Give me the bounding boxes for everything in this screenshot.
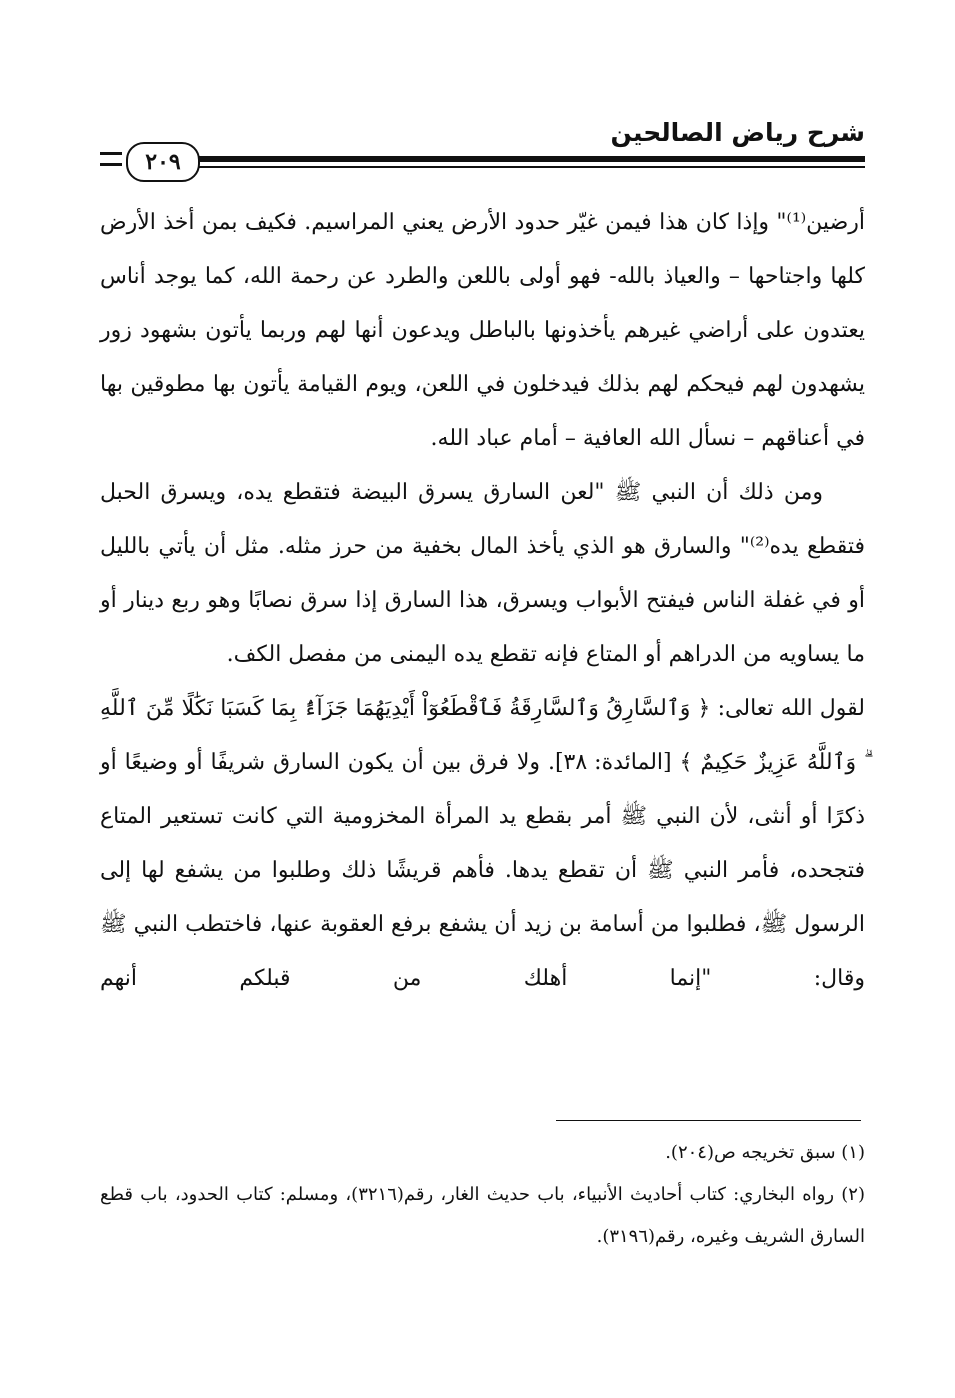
- paragraph-2: ومن ذلك أن النبي ﷺ "لعن السارق يسرق البيضة فتقطع يده، ويسرق الحبل فتقطع يده⁽²⁾" والسارق هو الذي يأخذ المال بخفية من حرز مثله. مثل أن يأتي بالليل أو في غفلة الناس فيفتح الأبواب ويسرق، هذا السارق إذا سرق نصابًا وهو ربع دينار أو ما يساويه من الدراهم أو المتاع فإنه تقطع يده اليمنى من مفصل الكف.: [100, 480, 865, 667]
- running-title: شرح رياض الصالحين: [610, 118, 865, 147]
- page-number-frame: [126, 142, 200, 182]
- header-ornament: [100, 152, 122, 166]
- paragraph-1: أرضين⁽¹⁾" وإذا كان هذا فيمن غيّر حدود الأرض يعني المراسيم. فكيف بمن أخذ الأرض كلها واجتاحها – والعياذ بالله- فهو أولى باللعن والطرد عن رحمة الله، كما يوجد أناس يعتدون على أراضي غيرهم يأخذونها بالباطل ويدعون أنها لهم وربما يأتون بشهود زور يشهدون لهم فيحكم لهم بذلك فيدخلون في اللعن، ويوم القيامة يأتون بها مطوقين بها في أعناقهم – نسأل الله العافية – أمام عباد الله.: [100, 210, 865, 451]
- footnote-1: (١) سبق تخريجه ص(٢٠٤).: [665, 1142, 865, 1163]
- header-rule-thin: [198, 166, 865, 168]
- main-text: [100, 196, 865, 1101]
- paragraph-3: لقول الله تعالى: ﴿ وَٱلسَّارِقُ وَٱلسَّارِقَةُ فَٱقْطَعُوٓاْ أَيْدِيَهُمَا جَزَآءًۢ بِمَا كَسَبَا نَكَٰلًا مِّنَ ٱللَّهِ ۗ وَٱللَّهُ عَزِيزٌ حَكِيمٌ ﴾ [المائدة: ٣٨]. ولا فرق بين أن يكون السارق شريفًا أو وضيعًا أو ذكرًا أو أنثى، لأن النبي ﷺ أمر بقطع يد المرأة المخزومية التي كانت تستعير المتاع فتجحده، فأمر النبي ﷺ أن تقطع يدها. فأهم قريشًا ذلك وطلبوا من يشفع لها إلى الرسول ﷺ، فطلبوا من أسامة بن زيد أن يشفع برفع العقوبة عنها، فاختطب النبي ﷺ وقال: "إنما أهلك من قبلكم أنهم: [100, 696, 865, 991]
- footnote-separator: [556, 1120, 861, 1121]
- header-rule-thick: [198, 156, 865, 162]
- footnote-2: (٢) رواه البخاري: كتاب أحاديث الأنبياء، باب حديث الغار، رقم(٣٢١٦)، ومسلم: كتاب الحدود، باب قطع السارق الشريف وغيره، رقم(٣١٩٦).: [100, 1184, 865, 1247]
- footnotes: [100, 1132, 865, 1258]
- page-number: ٢٠٩: [145, 149, 181, 175]
- page-header: [100, 118, 865, 188]
